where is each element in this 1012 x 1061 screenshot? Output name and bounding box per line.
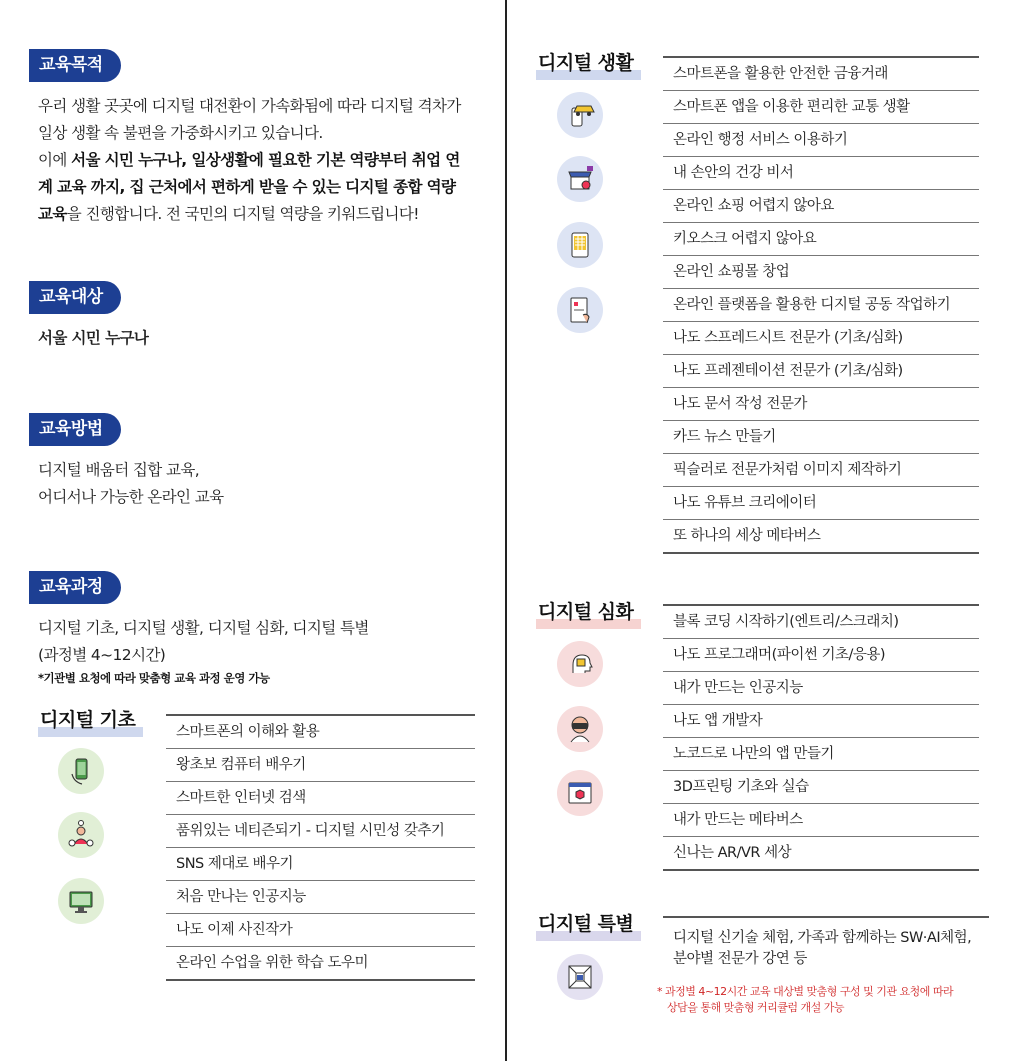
basic-list (166, 714, 475, 981)
list-item: 내 손안의 건강 비서 (663, 157, 979, 190)
basic-title: 디지털 기초 (40, 708, 143, 734)
list-item: 온라인 플랫폼을 활용한 디지털 공동 작업하기 (663, 289, 979, 322)
purpose-text: 우리 생활 곳곳에 디지털 대전환이 가속화됨에 따라 디지털 격차가 일상 생활 속 불편을 가중화시키고 있습니다. 이에 서울 시민 누구나, 일상생활에 필요한 기본 역량부터 취업 연 계 교육 까지, 집 근처에서 편하게 받을 수 있는 디지털 종합 역량 교육을 진행합니다. 전 국민의 디지털 역량을 키워드립니다! (38, 97, 461, 223)
list-item: 3D프린팅 기초와 실습 (663, 771, 979, 804)
list-item: 키오스크 어렵지 않아요 (663, 223, 979, 256)
taxi-app-icon (557, 92, 603, 138)
list-item: 온라인 쇼핑 어렵지 않아요 (663, 190, 979, 223)
ai-brain-icon (557, 641, 603, 687)
virtual-room-icon (557, 954, 603, 1000)
target-title: 교육대상 (29, 281, 121, 314)
list-item: 스마트한 인터넷 검색 (166, 782, 475, 815)
list-item: 내가 만드는 메타버스 (663, 804, 979, 837)
special-description: 디지털 신기술 체험, 가족과 함께하는 SW·AI체험, 분야별 전문가 강연 등 (663, 916, 989, 970)
advanced-list (663, 604, 979, 871)
list-item: 나도 문서 작성 전문가 (663, 388, 979, 421)
purpose-title: 교육목적 (29, 49, 121, 82)
method-title: 교육방법 (29, 413, 121, 446)
list-item: 신나는 AR/VR 세상 (663, 837, 979, 871)
smartphone-hand-icon (58, 748, 104, 794)
list-item: 픽슬러로 전문가처럼 이미지 제작하기 (663, 454, 979, 487)
list-item: SNS 제대로 배우기 (166, 848, 475, 881)
list-item: 온라인 행정 서비스 이용하기 (663, 124, 979, 157)
vr-headset-icon (557, 706, 603, 752)
list-item: 처음 만나는 인공지능 (166, 881, 475, 914)
curriculum-text: 디지털 기초, 디지털 생활, 디지털 심화, 디지털 특별 (과정별 4~12시간) (38, 619, 369, 664)
list-item: 내가 만드는 인공지능 (663, 672, 979, 705)
list-item: 노코드로 나만의 앱 만들기 (663, 738, 979, 771)
kiosk-icon (557, 222, 603, 268)
3d-print-icon (557, 770, 603, 816)
list-item: 온라인 수업을 위한 학습 도우미 (166, 947, 475, 981)
advanced-title: 디지털 심화 (538, 600, 641, 626)
list-item: 품위있는 네티즌되기 - 디지털 시민성 갖추기 (166, 815, 475, 848)
special-title: 디지털 특별 (538, 912, 641, 938)
list-item: 블록 코딩 시작하기(엔트리/스크래치) (663, 606, 979, 639)
monitor-icon (58, 878, 104, 924)
people-network-icon (58, 812, 104, 858)
target-text: 서울 시민 누구나 (38, 329, 149, 347)
special-note: * 과정별 4~12시간 교육 대상별 맞춤형 구성 및 기관 요청에 따라 상담을 통해 맞춤형 커리큘럼 개설 가능 (657, 985, 954, 1014)
list-item: 스마트폰을 활용한 안전한 금융거래 (663, 58, 979, 91)
list-item: 스마트폰의 이해와 활용 (166, 716, 475, 749)
list-item: 또 하나의 세상 메타버스 (663, 520, 979, 554)
list-item: 나도 앱 개발자 (663, 705, 979, 738)
method-text: 디지털 배움터 집합 교육, 어디서나 가능한 온라인 교육 (38, 461, 224, 506)
list-item: 나도 이제 사진작가 (166, 914, 475, 947)
touch-device-icon (557, 287, 603, 333)
list-item: 나도 프레젠테이션 전문가 (기초/심화) (663, 355, 979, 388)
curriculum-title: 교육과정 (29, 571, 121, 604)
list-item: 온라인 쇼핑몰 창업 (663, 256, 979, 289)
list-item: 나도 스프레드시트 전문가 (기초/심화) (663, 322, 979, 355)
column-divider (505, 0, 507, 1061)
list-item: 왕초보 컴퓨터 배우기 (166, 749, 475, 782)
life-title: 디지털 생활 (538, 51, 641, 77)
list-item: 스마트폰 앱을 이용한 편리한 교통 생활 (663, 91, 979, 124)
list-item: 나도 유튜브 크리에이터 (663, 487, 979, 520)
online-store-icon (557, 156, 603, 202)
life-list (663, 56, 979, 554)
list-item: 카드 뉴스 만들기 (663, 421, 979, 454)
list-item: 나도 프로그래머(파이썬 기초/응용) (663, 639, 979, 672)
curriculum-note: *기관별 요청에 따라 맞춤형 교육 과정 운영 가능 (38, 671, 270, 685)
